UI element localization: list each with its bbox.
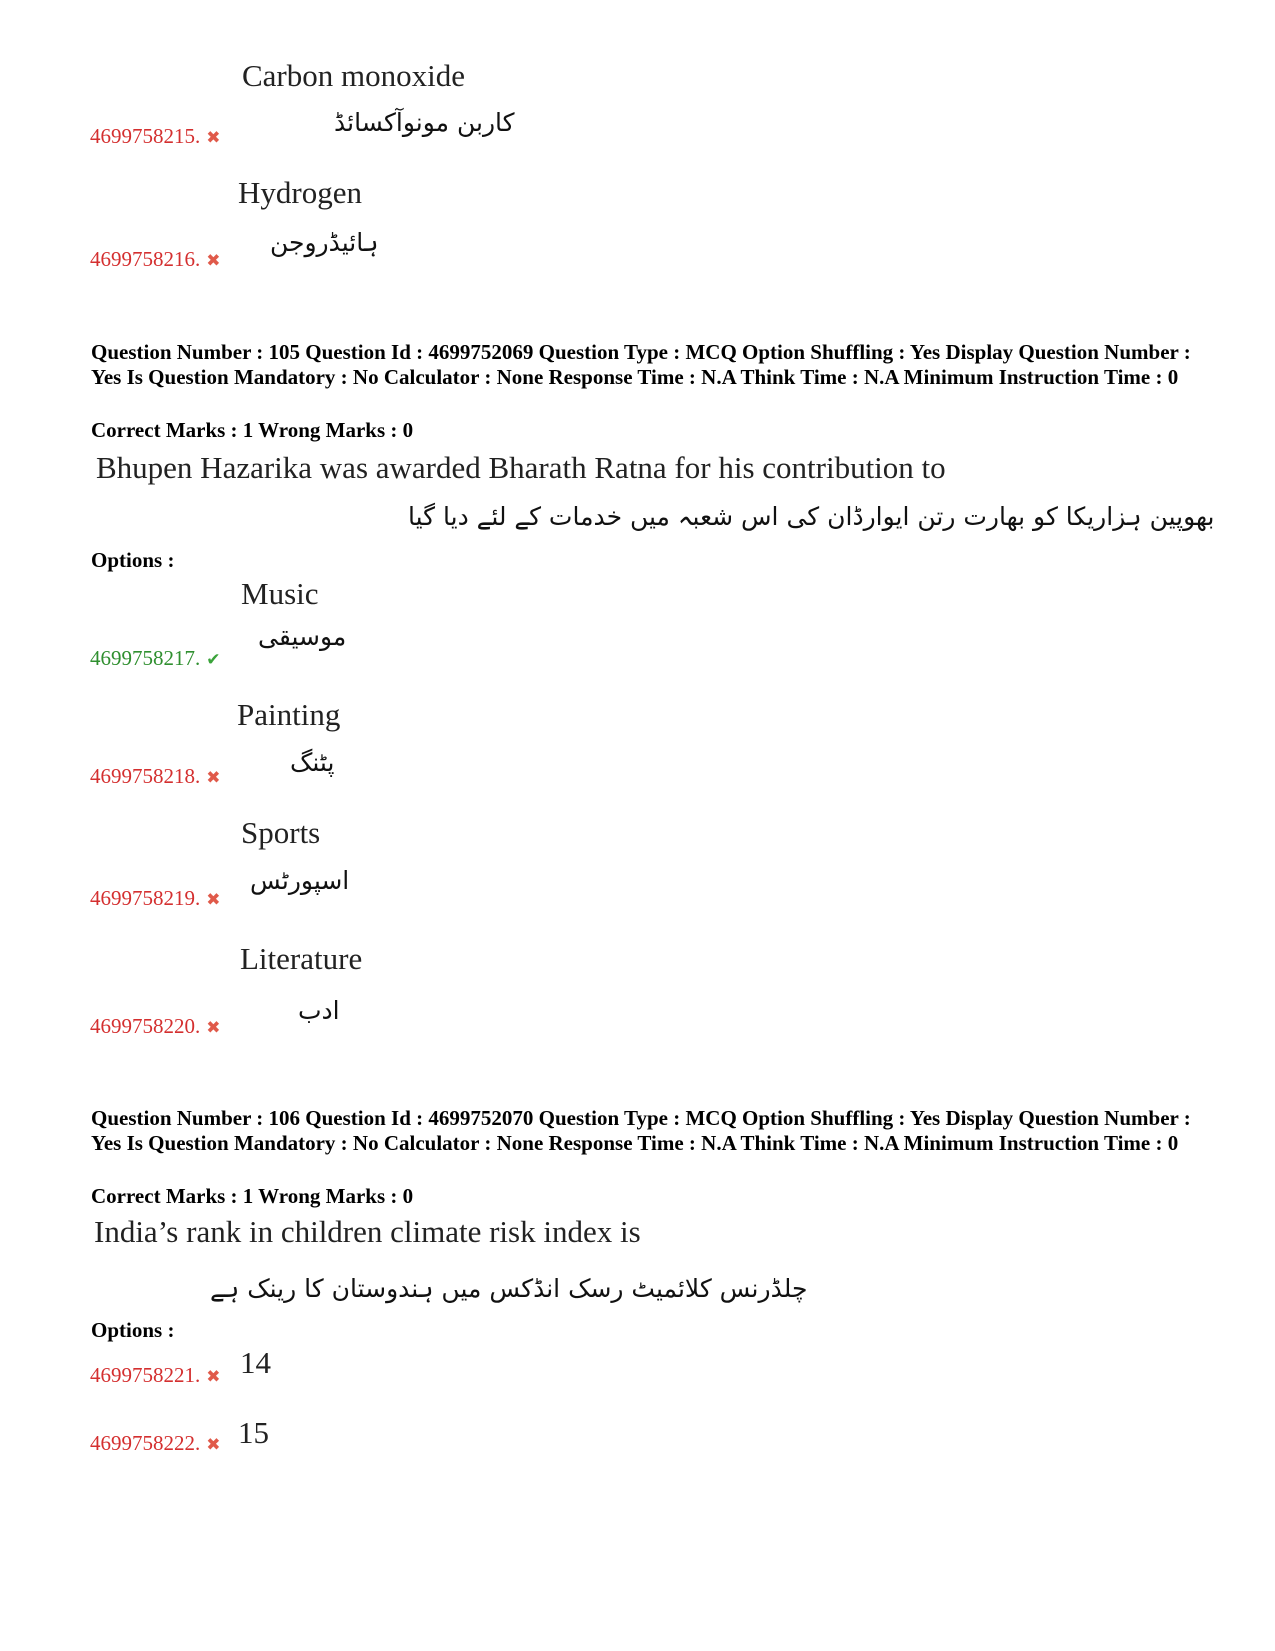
question-marks: Correct Marks : 1 Wrong Marks : 0 xyxy=(91,1184,414,1208)
option-id-row xyxy=(90,646,221,671)
option-id: 4699758219. xyxy=(90,886,201,910)
question-text-ur: چلڈرنس کلائمیٹ رسک انڈکس میں ہندوستان کا رینک ہے xyxy=(210,1274,808,1303)
cross-icon: ✖ xyxy=(206,768,221,788)
option-text-en: Literature xyxy=(240,941,363,976)
cross-icon: ✖ xyxy=(206,128,221,148)
cross-icon: ✖ xyxy=(206,251,221,271)
option-id: 4699758221. xyxy=(90,1363,201,1387)
option-text-ur: موسیقی xyxy=(258,622,347,651)
option-text-ur: کاربن مونوآکسائڈ xyxy=(334,108,515,137)
option-id: 4699758217. xyxy=(90,646,201,670)
option-text-en: Painting xyxy=(237,697,341,732)
option-text-en: Hydrogen xyxy=(238,175,362,210)
option-text-en: Music xyxy=(241,576,319,611)
option-value: 15 xyxy=(238,1415,269,1450)
option-text-ur: اسپورٹس xyxy=(250,866,350,895)
option-text-ur: ادب xyxy=(298,996,340,1025)
option-id: 4699758218. xyxy=(90,764,201,788)
check-icon: ✔ xyxy=(206,650,221,670)
option-value: 14 xyxy=(240,1345,271,1380)
option-text-ur: پٹنگ xyxy=(290,748,335,777)
options-label: Options : xyxy=(91,548,175,572)
cross-icon: ✖ xyxy=(206,1367,221,1387)
question-text-en: Bhupen Hazarika was awarded Bharath Ratna for his contribution to xyxy=(96,450,946,485)
option-id-row xyxy=(90,1431,221,1456)
option-id-row xyxy=(90,247,221,272)
cross-icon: ✖ xyxy=(206,1435,221,1455)
option-id-row xyxy=(90,1363,221,1388)
question-text-en: India’s rank in children climate risk index is xyxy=(94,1214,641,1249)
option-id-row xyxy=(90,124,221,149)
option-text-en: Sports xyxy=(241,815,321,850)
options-label: Options : xyxy=(91,1318,175,1342)
cross-icon: ✖ xyxy=(206,1018,221,1038)
question-text-ur: بھوپین ہزاریکا کو بھارت رتن ایوارڈان کی اس شعبہ میں خدمات کے لئے دیا گیا xyxy=(408,502,1215,531)
question-meta: Question Number : 105 Question Id : 4699752069 Question Type : MCQ Option Shuffling : Yes Display Question Number : Yes Is Question Mandatory : No Calculator : None Response Time : N.A Think Time : N.A Minimum Instruction Time : 0 xyxy=(91,340,1191,389)
option-id: 4699758222. xyxy=(90,1431,201,1455)
question-marks: Correct Marks : 1 Wrong Marks : 0 xyxy=(91,418,414,442)
option-text-ur: ہائیڈروجن xyxy=(270,228,379,257)
option-text-en: Carbon monoxide xyxy=(242,58,465,93)
option-id-row xyxy=(90,764,221,789)
option-id: 4699758215. xyxy=(90,124,201,148)
question-meta: Question Number : 106 Question Id : 4699752070 Question Type : MCQ Option Shuffling : Yes Display Question Number : Yes Is Question Mandatory : No Calculator : None Response Time : N.A Think Time : N.A Minimum Instruction Time : 0 xyxy=(91,1106,1191,1155)
option-id: 4699758220. xyxy=(90,1014,201,1038)
option-id: 4699758216. xyxy=(90,247,201,271)
option-id-row xyxy=(90,886,221,911)
cross-icon: ✖ xyxy=(206,890,221,910)
option-id-row xyxy=(90,1014,221,1039)
